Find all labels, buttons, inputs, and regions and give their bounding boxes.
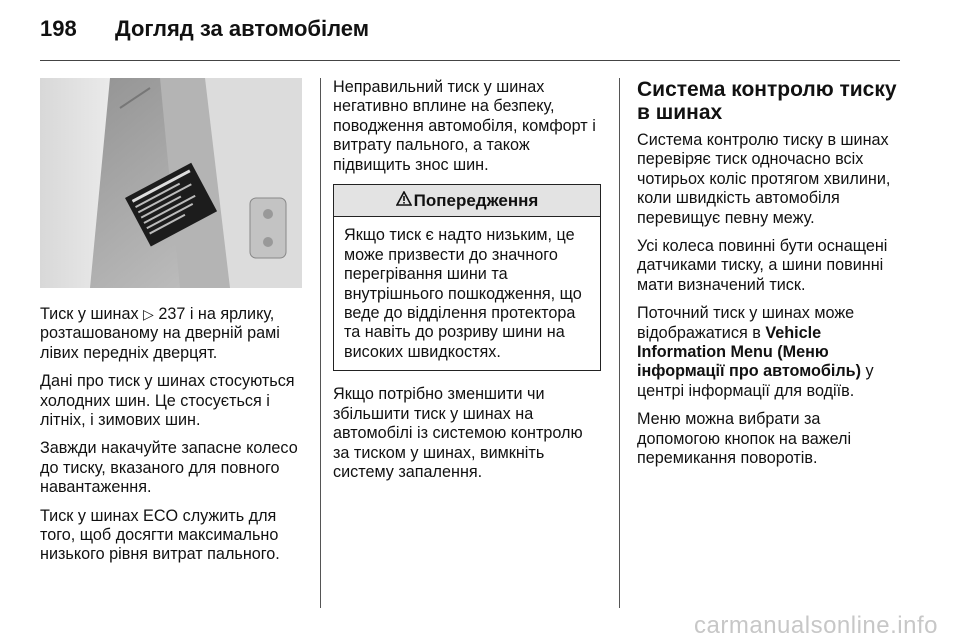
warning-text: Якщо тиск є надто низьким, це може призвести до значного перегрівання шини та внутрішнього пошкодження, що веде до відділення протектора та навіть до розриву шини на високих швидкостях. (344, 226, 582, 361)
page-header (40, 12, 900, 52)
column-3 (637, 78, 905, 478)
page-number: 198 (40, 16, 77, 41)
menu-select-paragraph: Меню можна вибрати за допомогою кнопок на важелі перемикання поворотів. (637, 410, 852, 468)
watermark: carmanualsonline.info (694, 612, 938, 639)
sensors-paragraph: Усі колеса повинні бути оснащені датчиками тиску, а шини повинні мати визначений тиск. (637, 237, 888, 294)
current-pressure-paragraph: Поточний тиск у шинах може відображатися в Vehicle Information Menu (Меню інформації про автомобіль) у центрі інформації для водіїв. (637, 304, 874, 400)
column-1 (40, 305, 306, 574)
cold-tires-paragraph: Дані про тиск у шинах стосуються холодних шин. Це стосується і літніх, і зимових шин. (40, 372, 295, 430)
spare-wheel-paragraph: Завжди накачуйте запасне колесо до тиску, вказаного для повного навантаження. (40, 439, 298, 497)
warning-title: Попередження (413, 191, 539, 211)
column-2 (333, 78, 601, 491)
eco-pressure-paragraph: Тиск у шинах ECO служить для того, щоб досягти максимально низького рівня витрат пального. (40, 506, 280, 564)
page-reference-icon: ▷ (143, 306, 154, 322)
adjust-pressure-paragraph: Якщо потрібно зменшити чи збільшити тиск у шинах на автомобілі із системою контролю за тиском у шинах, вимкніть систему запалення. (333, 385, 583, 481)
column-divider-2 (619, 78, 620, 608)
warning-triangle-icon (396, 191, 412, 210)
warning-header (334, 185, 600, 217)
column-divider-1 (320, 78, 321, 608)
tire-pressure-paragraph: Тиск у шинах ▷ 237 і на ярлику, розташованому на дверній рамі лівих передніх дверцят. (40, 305, 280, 362)
section-title: Догляд за автомобілем (115, 16, 370, 41)
wrong-pressure-paragraph: Неправильний тиск у шинах негативно вплине на безпеку, поводження автомобіля, комфорт і витрату пального, а також підвищить знос шин. (333, 78, 596, 174)
door-frame-label-photo (40, 78, 302, 288)
warning-box (333, 184, 601, 371)
header-divider (40, 60, 900, 61)
tpms-intro-paragraph: Система контролю тиску в шинах перевіряє тиск одночасно всіх чотирьох коліс протягом хвилини, коли швидкість автомобіля перевищує певну межу. (637, 131, 891, 227)
tpms-heading: Система контролю тиску в шинах (637, 78, 897, 124)
vehicle-info-menu-term: Vehicle Information Menu (Меню інформації про автомобіль) (637, 323, 861, 381)
